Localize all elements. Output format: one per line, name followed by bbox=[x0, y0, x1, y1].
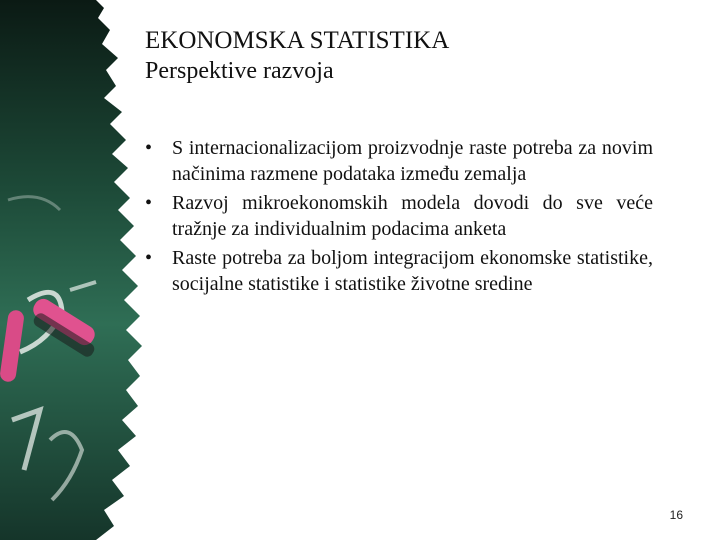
page-number: 16 bbox=[669, 508, 683, 522]
bullet-dot: • bbox=[145, 137, 153, 159]
bullet-text: Razvoj mikroekonomskih modela dovodi do sve veće tražnje za individualnim podacima anketa bbox=[172, 192, 653, 240]
bullet-item bbox=[145, 190, 653, 242]
chalkboard-decoration bbox=[0, 0, 153, 540]
slide-subtitle: Perspektive razvoja bbox=[145, 58, 334, 84]
slide-title: EKONOMSKA STATISTIKA bbox=[145, 27, 450, 54]
bullet-dot: • bbox=[145, 192, 153, 214]
bullet-item bbox=[145, 245, 653, 297]
bullet-text: S internacionalizacijom proizvodnje raste potreba za novim načinima razmene podataka između zemalja bbox=[172, 137, 653, 185]
bullet-text: Raste potreba za boljom integracijom ekonomske statistike, socijalne statistike i statistike životne sredine bbox=[172, 247, 653, 295]
bullet-item bbox=[145, 135, 653, 187]
chalkboard-shape bbox=[0, 0, 142, 540]
title-block bbox=[145, 26, 685, 86]
bullet-dot: • bbox=[145, 247, 153, 269]
bullet-list bbox=[145, 135, 653, 300]
